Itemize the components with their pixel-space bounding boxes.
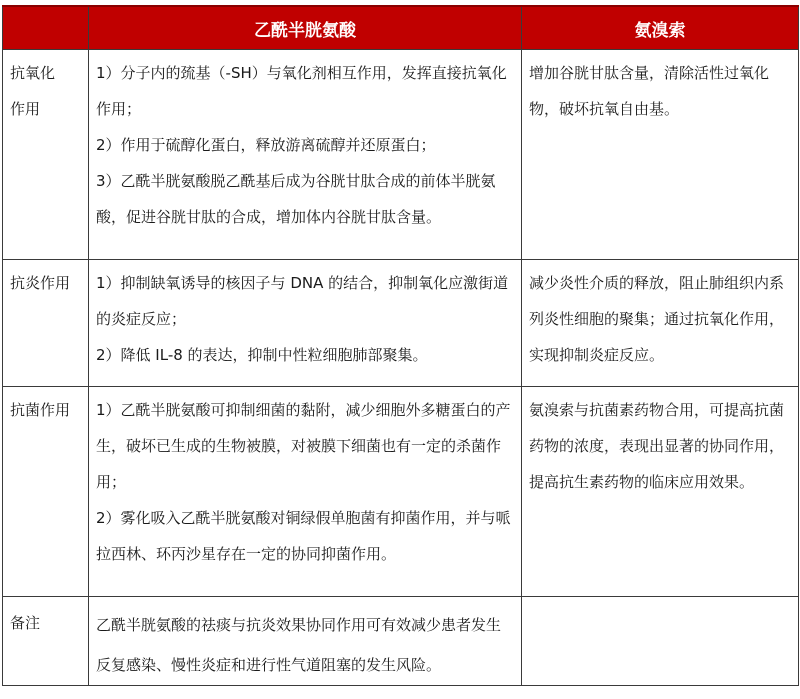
point-1: 1）抑制缺氧诱导的核因子与 DNA 的结合，抑制氧化应激街道的炎症反应；: [96, 274, 509, 328]
row-label: 抗菌作用: [10, 401, 71, 419]
acetylcysteine-cell: [89, 50, 522, 260]
acetylcysteine-cell: [89, 597, 522, 686]
acetylcysteine-cell: [89, 260, 522, 387]
header-row: [3, 6, 799, 50]
table-row-antibacterial: [3, 387, 799, 597]
header-empty: [3, 6, 89, 50]
row-label: 备注: [10, 614, 41, 632]
table-row-anti-inflammatory: [3, 260, 799, 387]
point-1: 1）乙酰半胱氨酸可抑制细菌的黏附，减少细胞外多糖蛋白的产生，破坏已生成的生物被膜，对被膜下细菌也有一定的杀菌作用；: [96, 401, 511, 491]
row-label-line: 作用: [10, 100, 41, 118]
header-ambroxol: 氨溴索: [522, 6, 799, 50]
ambroxol-cell: [522, 260, 799, 387]
table-row-antioxidant: [3, 50, 799, 260]
ambroxol-text: 增加谷胱甘肽含量，清除活性过氧化物，破坏抗氧自由基。: [529, 64, 770, 118]
acetylcysteine-cell: [89, 387, 522, 597]
row-label: [3, 50, 88, 127]
row-label-line: 抗氧化: [10, 64, 56, 82]
header-acetylcysteine: 乙酰半胱氨酸: [89, 6, 522, 50]
row-label: 抗炎作用: [10, 274, 71, 292]
ambroxol-cell: [522, 387, 799, 597]
ambroxol-cell-empty: [522, 597, 799, 686]
row-label-cell: [3, 597, 89, 686]
row-label-cell: [3, 50, 89, 260]
ambroxol-cell: [522, 50, 799, 260]
ambroxol-text: 氨溴索与抗菌素药物合用，可提高抗菌药物的浓度，表现出显著的协同作用，提高抗生素药物的临床应用效果。: [529, 401, 785, 491]
row-label-cell: [3, 260, 89, 387]
table-row-remarks: [3, 597, 799, 686]
point-2: 2）雾化吸入乙酰半胱氨酸对铜绿假单胞菌有抑菌作用，并与哌拉西林、环丙沙星存在一定的协同抑菌作用。: [96, 509, 511, 563]
point-3: 3）乙酰半胱氨酸脱乙酰基后成为谷胱甘肽合成的前体半胱氨酸，促进谷胱甘肽的合成，增加体内谷胱甘肽含量。: [96, 172, 496, 226]
point-2: 2）降低 IL-8 的表达，抑制中性粒细胞肺部聚集。: [96, 346, 428, 364]
remark-text: 乙酰半胱氨酸的祛痰与抗炎效果协同作用可有效减少患者发生反复感染、慢性炎症和进行性气道阻塞的发生风险。: [96, 616, 502, 674]
row-label-cell: [3, 387, 89, 597]
comparison-table: [2, 5, 799, 686]
point-2: 2）作用于硫醇化蛋白，释放游离硫醇并还原蛋白；: [96, 136, 436, 154]
ambroxol-text: 减少炎性介质的释放，阻止肺组织内系列炎性细胞的聚集；通过抗氧化作用，实现抑制炎症反应。: [529, 274, 785, 364]
point-1: 1）分子内的巯基（-SH）与氧化剂相互作用，发挥直接抗氧化作用；: [96, 64, 507, 118]
